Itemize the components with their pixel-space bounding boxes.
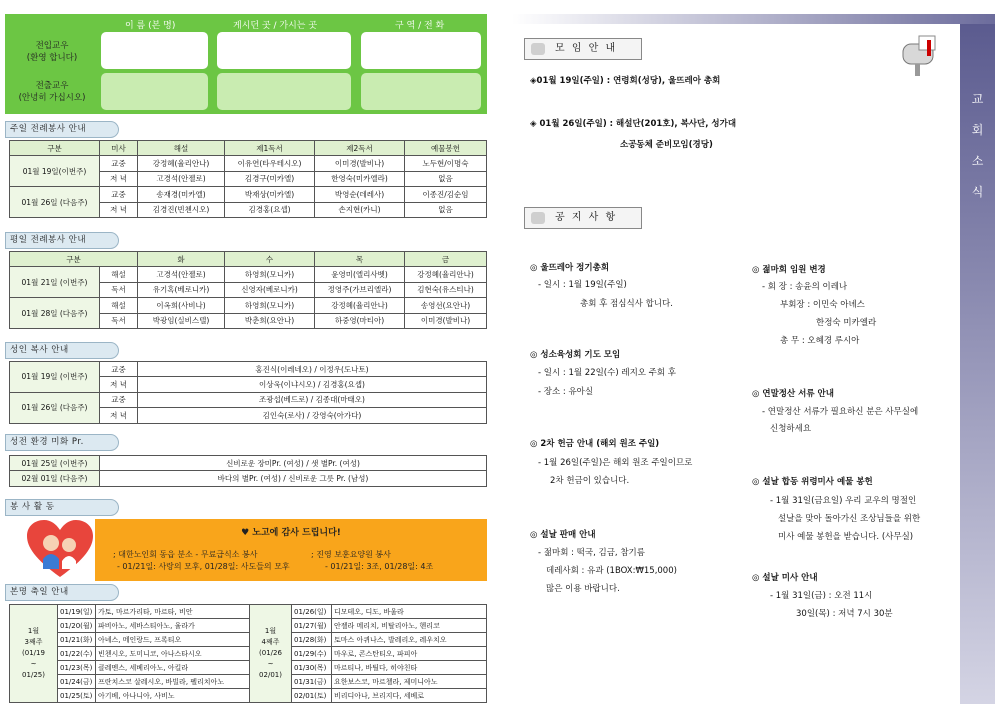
cell: 안젤라 메리치, 비탈리아노, 헨리코 [332,619,487,633]
th: 구분 [10,252,138,267]
notice-heading: ◎ 설날 미사 안내 [752,573,818,583]
cell: 고경석(안젤로) [138,171,225,186]
cell: 없음 [405,202,487,217]
service-right-2: - 01/21일: 3조, 01/28일: 4조 [325,562,434,571]
cell: 01/23(목) [58,661,96,675]
th: 제2독서 [315,141,405,156]
top-banner [512,14,995,24]
section-feast: 본명 축일 안내 [5,584,119,601]
date-cell: 01월 28일 (다음주) [10,298,100,329]
table-row [10,362,487,377]
cell: 박영순(데레사) [315,187,405,202]
meeting-line-3: 소공동체 준비모임(경당) [620,140,713,150]
th: 화 [138,252,225,267]
cell: 이상욱(이냐시오) / 김경홍(요셉) [138,377,487,392]
table-row [10,298,487,313]
cell: 저 녁 [100,408,138,423]
section-sunday: 주일 전례봉사 안내 [5,121,119,138]
cell: 김경구(미카엘) [225,171,315,186]
cell: 이종진/김순임 [405,187,487,202]
section-service: 봉 사 활 동 [5,499,119,516]
cell: 01/28(화) [292,633,332,647]
cell: 저 녁 [100,377,138,392]
cell: 01/24(금) [58,675,96,689]
notice-line: 총회 후 점심식사 합니다. [580,299,673,309]
cell: 신영자(베로니카) [225,282,315,297]
cell: 프란치스코 살레시오, 바빌라, 펠리치아노 [96,675,250,689]
header-place: 게시던 곳 / 가시는 곳 [233,21,318,31]
cell: 이옥희(사비나) [138,298,225,313]
notice-line: 한정숙 미카엘라 [816,318,877,328]
notice-line: 총 무 : 오혜경 루시아 [780,336,860,346]
cell: 아녜스, 메인랑드, 프록티오 [96,633,250,647]
cell: 01/31(금) [292,675,332,689]
notice-line: 신청하세요 [770,424,812,434]
notice-line: 데레사회 : 유과 (1BOX:₩15,000) [546,566,677,576]
cell: 파비아노, 세바스티아노, 율라가 [96,619,250,633]
notice-tab [524,207,642,229]
notice-line: 2차 헌금이 있습니다. [550,476,630,486]
notice-line: - 1월 31일(금) : 오전 11시 [770,591,873,601]
th: 미사 [100,141,138,156]
out-area-cell [361,73,481,110]
table-row [10,392,487,407]
notice-line: - 연말정산 서류가 필요하신 분은 사무실에 [762,407,919,417]
table-row [10,675,487,689]
cell: 노두현/이명숙 [405,156,487,171]
table-row [10,689,487,703]
cell: 없음 [405,171,487,186]
cell: 교중 [100,392,138,407]
cell: 빈첸시오, 도미니코, 아나스타시오 [96,647,250,661]
notice-heading: ◎ 울뜨레아 정기총회 [530,263,610,273]
adult-table [9,361,487,424]
cell: 해설 [100,267,138,282]
left-page [5,14,488,704]
table-row [10,156,487,171]
cell: 하영희(모니카) [225,267,315,282]
row-label-in: 전입교우 (환영 합니다) [26,41,78,63]
cell: 01/22(수) [58,647,96,661]
notice-line: - 젊마회 : 떡국, 김금, 참기름 [538,548,645,558]
notice-heading: ◎ 성소육성회 기도 모임 [530,350,621,360]
cell: 바다의 별Pr. (여성) / 신비로운 그릇 Pr. (남성) [100,471,487,486]
header-area: 구 역 / 전 화 [395,21,445,31]
cell: 01/29(수) [292,647,332,661]
table-row [10,647,487,661]
service-right-1: ; 진영 보훈요양원 봉사 [311,550,391,559]
cell: 하영희(모니카) [225,298,315,313]
cell: 디모테오, 디도, 바울라 [332,605,487,619]
section-weekday: 평일 전례봉사 안내 [5,232,119,249]
cell: 고경석(안젤로) [138,267,225,282]
cell: 강정혜(율리안나) [315,298,405,313]
week1-label: 1월 3째주 (01/19 ~ 01/25) [10,605,58,703]
notice-line: - 1월 26일(주일)은 해외 원조 주일이므로 [538,458,693,468]
feast-table [9,604,487,703]
date-cell: 01월 26일 (다음주) [10,187,100,218]
notice-line: - 일시 : 1월 22일(수) 레지오 주회 후 [538,368,677,378]
notice-heading: ◎ 연말정산 서류 안내 [752,389,834,399]
heart-family-icon [25,519,95,581]
sidebar-char: 식 [971,185,984,199]
th: 구분 [10,141,100,156]
table-row [10,456,487,471]
cell: 교중 [100,156,138,171]
th: 제1독서 [225,141,315,156]
notice-line: - 일시 : 1월 19일(주일) [538,280,627,290]
section-flower: 성전 환경 미화 Pr. [5,434,119,451]
date-cell: 01월 25일 (이번주) [10,456,100,471]
cell: 김경진(빈첸시오) [138,202,225,217]
cell: 윤영미(엘리사벳) [315,267,405,282]
in-name-cell [101,32,208,69]
cell: 독서 [100,282,138,297]
th: 해설 [138,141,225,156]
cell: 교중 [100,187,138,202]
cell: 교중 [100,362,138,377]
th: 목 [315,252,405,267]
date-cell: 01월 19일(이번주) [10,156,100,187]
cell: 송영선(요안나) [405,298,487,313]
cell: 한영숙(미카엘라) [315,171,405,186]
weekday-table [9,251,487,329]
cell: 01/20(월) [58,619,96,633]
table-row [10,633,487,647]
cell: 박춘희(요안나) [225,313,315,328]
cell: 송재경(미카엘) [138,187,225,202]
notice-line: 많은 이용 바랍니다. [546,584,620,594]
date-cell: 01월 19일 (이번주) [10,362,100,393]
notice-line: - 1월 31일(금요일) 우리 교우의 명절인 [770,496,917,506]
cell: 저 녁 [100,202,138,217]
table-row [10,471,487,486]
cell: 저 녁 [100,171,138,186]
table-row [10,267,487,282]
cell: 이유연(타우테시오) [225,156,315,171]
row-label-out: 전출교우 (안녕히 가십시오) [18,81,86,103]
notice-line: 30일(목) : 저녁 7시 30분 [796,609,893,619]
cell: 01/21(화) [58,633,96,647]
sidebar-char: 회 [971,123,984,137]
cell: 마르티나, 바틸다, 히야친타 [332,661,487,675]
service-left-2: - 01/21일: 사랑의 모후, 01/28일: 사도들의 모후 [117,562,290,571]
meeting-line-2: ◈ 01월 26일(주일) : 해설단(201호), 복사단, 성가대 [530,119,737,129]
in-place-cell [217,32,351,69]
cell: 해설 [100,298,138,313]
cell: 01/30(목) [292,661,332,675]
cell: 박재상(미카엘) [225,187,315,202]
section-adult: 성인 복사 안내 [5,342,119,359]
cell: 유기혹(베로니카) [138,282,225,297]
cell: 박광임(실비스텔) [138,313,225,328]
cell: 정영주(가브리엘라) [315,282,405,297]
notice-heading: ◎ 설날 합동 위령미사 예물 봉헌 [752,477,873,487]
meeting-title: 모 임 안 내 [555,43,618,54]
cell: 김인숙(로사) / 강영숙(아가다) [138,408,487,423]
cell: 손지현(카니) [315,202,405,217]
out-name-cell [101,73,208,110]
cell: 김현숙(유스티나) [405,282,487,297]
date-cell: 01월 21일 (이번주) [10,267,100,298]
right-page [512,14,995,704]
th: 수 [225,252,315,267]
notice-line: - 장소 : 유아실 [538,387,594,397]
notice-title: 공 지 사 항 [555,212,618,223]
cell: 강정혜(율리안나) [138,156,225,171]
cell: 독서 [100,313,138,328]
date-cell: 01월 26일 (다음주) [10,392,100,423]
cell: 조광섭(베드로) / 김종대(마태오) [138,392,487,407]
notice-line: 설날을 맞아 돌아가신 조상님들을 위한 [778,514,921,524]
sidebar-char: 교 [971,92,984,106]
notice-heading: ◎ 2차 헌금 안내 (해외 원조 주일) [530,439,660,449]
sidebar-char: 소 [971,154,984,168]
cell: 하중영(마티아) [315,313,405,328]
cell: 이미경(발비나) [405,313,487,328]
cell: 01/25(토) [58,689,96,703]
out-place-cell [217,73,351,110]
th: 예물봉헌 [405,141,487,156]
th: 금 [405,252,487,267]
table-row [10,187,487,202]
cell: 02/01(토) [292,689,332,703]
cell: 홍진식(이레네오) / 이정우(도나토) [138,362,487,377]
week2-label: 1월 4째주 (01/26 ~ 02/01) [250,605,292,703]
table-row [10,605,487,619]
cell: 클레멘스, 세베리아노, 아킬라 [96,661,250,675]
meeting-tab [524,38,642,60]
cell: 이미경(발비나) [315,156,405,171]
service-banner [95,519,487,581]
meeting-line-1: ◈01월 19일(주일) : 연령회(성당), 울뜨레아 총회 [530,76,721,86]
in-area-cell [361,32,481,69]
mailbox-icon [897,30,945,78]
notice-heading: ◎ 젊마회 임원 변경 [752,265,826,275]
cell: 요한보스코, 마르첼라, 제미니아노 [332,675,487,689]
cell: 신비로운 장미Pr. (여성) / 샛 별Pr. (여성) [100,456,487,471]
cell: 강정혜(율리안나) [405,267,487,282]
sunday-table [9,140,487,218]
notice-line: 미사 예물 봉헌을 받습니다. (사무실) [778,532,914,542]
pen-icon [531,43,545,55]
thanks-text: ♥ 노고에 감사 드립니다! [241,528,341,538]
cell: 마우로, 콘스탄티오, 파피아 [332,647,487,661]
cell: 01/27(월) [292,619,332,633]
notice-line: 부회장 : 이민숙 아녜스 [780,300,865,310]
cell: 김경홍(요셉) [225,202,315,217]
table-row [10,619,487,633]
date-cell: 02월 01일 (다음주) [10,471,100,486]
cell: 비리디아나, 브리지다, 세베로 [332,689,487,703]
table-row [10,661,487,675]
cell: 01/19(일) [58,605,96,619]
service-left-1: ; 대한노인회 동읍 분소 - 무료급식소 봉사 [113,550,258,559]
pen-icon [531,212,545,224]
cell: 01/26(일) [292,605,332,619]
cell: 토마스 아퀴나스, 발레리오, 레우치오 [332,633,487,647]
cell: 가토, 마르가리타, 마르타, 비안 [96,605,250,619]
header-name: 이 름 (본 명) [125,21,176,31]
cell: 아기베, 아나니아, 사비노 [96,689,250,703]
notice-heading: ◎ 설날 판매 안내 [530,530,596,540]
news-sidebar [960,24,995,704]
member-box [5,14,487,114]
flower-table [9,455,487,487]
notice-line: - 회 장 : 송윤의 이레나 [762,282,848,292]
